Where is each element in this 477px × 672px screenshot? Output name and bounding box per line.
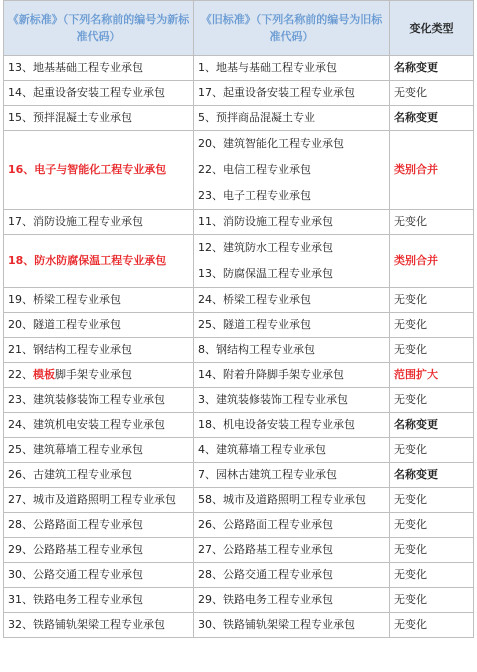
change-type-cell: 名称变更: [390, 56, 474, 81]
old-standard-cell: 4、建筑幕墙工程专业承包: [194, 438, 390, 463]
new-standard-prefix: 22、: [8, 368, 33, 381]
table-row: [4, 81, 474, 106]
new-standard-cell: 30、公路交通工程专业承包: [4, 563, 194, 588]
old-standard-item: 23、电子工程专业承包: [198, 189, 311, 202]
table-row: [4, 210, 474, 235]
table-row: [4, 463, 474, 488]
new-standard-cell: 25、建筑幕墙工程专业承包: [4, 438, 194, 463]
old-standard-cell: 30、铁路铺轨架梁工程专业承包: [194, 613, 390, 638]
old-standard-cell: 7、园林古建筑工程专业承包: [194, 463, 390, 488]
new-standard-cell: 19、桥梁工程专业承包: [4, 288, 194, 313]
new-standard-cell: 23、建筑装修装饰工程专业承包: [4, 388, 194, 413]
change-type-cell: 无变化: [390, 288, 474, 313]
old-standard-cell: 3、建筑装修装饰工程专业承包: [194, 388, 390, 413]
table-row: [4, 363, 474, 388]
change-type-cell: 无变化: [390, 513, 474, 538]
table-row: [4, 388, 474, 413]
new-standard-cell: 32、铁路铺轨架梁工程专业承包: [4, 613, 194, 638]
header-old-standard: 《旧标准》（下列名称前的编号为旧标准代码）: [194, 1, 390, 56]
table-row: [4, 235, 474, 288]
change-type-cell: 无变化: [390, 613, 474, 638]
new-standard-cell: 21、钢结构工程专业承包: [4, 338, 194, 363]
new-standard-cell: 16、电子与智能化工程专业承包: [4, 131, 194, 210]
change-type-cell: 无变化: [390, 388, 474, 413]
new-standard-cell: 15、预拌混凝土专业承包: [4, 106, 194, 131]
table-row: [4, 563, 474, 588]
header-change-type: 变化类型: [390, 1, 474, 56]
table-header-row: [4, 1, 474, 56]
table-row: [4, 338, 474, 363]
table-row: [4, 313, 474, 338]
old-standard-cell: 25、隧道工程专业承包: [194, 313, 390, 338]
table-row: [4, 288, 474, 313]
new-standard-cell: 31、铁路电务工程专业承包: [4, 588, 194, 613]
change-type-cell: 名称变更: [390, 463, 474, 488]
old-standard-cell: 5、预拌商品混凝土专业: [194, 106, 390, 131]
change-type-cell: 无变化: [390, 488, 474, 513]
change-type-cell: 类别合并: [390, 235, 474, 288]
old-standard-cell: 27、公路路基工程专业承包: [194, 538, 390, 563]
table-row: [4, 106, 474, 131]
change-type-cell: 范围扩大: [390, 363, 474, 388]
old-standard-cell: 26、公路路面工程专业承包: [194, 513, 390, 538]
new-standard-highlight: 模板: [33, 368, 55, 381]
old-standard-cell: 24、桥梁工程专业承包: [194, 288, 390, 313]
new-standard-suffix: 脚手架专业承包: [55, 368, 132, 381]
old-standard-cell: [194, 235, 390, 288]
old-standard-cell: 18、机电设备安装工程专业承包: [194, 413, 390, 438]
old-standard-cell: 58、城市及道路照明工程专业承包: [194, 488, 390, 513]
old-standard-cell: 14、附着升降脚手架专业承包: [194, 363, 390, 388]
old-standard-cell: [194, 131, 390, 210]
header-new-standard: 《新标准》（下列名称前的编号为新标准代码）: [4, 1, 194, 56]
old-standard-cell: 8、钢结构工程专业承包: [194, 338, 390, 363]
new-standard-cell: 26、古建筑工程专业承包: [4, 463, 194, 488]
table-row: [4, 131, 474, 210]
new-standard-cell: 14、起重设备安装工程专业承包: [4, 81, 194, 106]
table-row: [4, 538, 474, 563]
old-standard-cell: 28、公路交通工程专业承包: [194, 563, 390, 588]
change-type-cell: 名称变更: [390, 413, 474, 438]
table-row: [4, 438, 474, 463]
old-standard-cell: 17、起重设备安装工程专业承包: [194, 81, 390, 106]
old-standard-item: 13、防腐保温工程专业承包: [198, 267, 333, 280]
old-standard-item: 12、建筑防水工程专业承包: [198, 241, 333, 254]
change-type-cell: 类别合并: [390, 131, 474, 210]
table-row: [4, 513, 474, 538]
table-row: [4, 56, 474, 81]
change-type-cell: 无变化: [390, 563, 474, 588]
change-type-cell: 无变化: [390, 210, 474, 235]
new-standard-cell: 28、公路路面工程专业承包: [4, 513, 194, 538]
new-standard-cell: 13、地基基础工程专业承包: [4, 56, 194, 81]
new-standard-cell: 27、城市及道路照明工程专业承包: [4, 488, 194, 513]
change-type-cell: 无变化: [390, 338, 474, 363]
new-standard-cell: 18、防水防腐保温工程专业承包: [4, 235, 194, 288]
change-type-cell: 名称变更: [390, 106, 474, 131]
new-standard-cell: [4, 363, 194, 388]
old-standard-item: 20、建筑智能化工程专业承包: [198, 137, 344, 150]
standards-comparison-table: [3, 0, 474, 638]
table-row: [4, 613, 474, 638]
table-row: [4, 588, 474, 613]
change-type-cell: 无变化: [390, 81, 474, 106]
new-standard-cell: 24、建筑机电安装工程专业承包: [4, 413, 194, 438]
new-standard-cell: 20、隧道工程专业承包: [4, 313, 194, 338]
old-standard-item: 22、电信工程专业承包: [198, 163, 311, 176]
change-type-cell: 无变化: [390, 438, 474, 463]
old-standard-cell: 1、地基与基础工程专业承包: [194, 56, 390, 81]
new-standard-cell: 29、公路路基工程专业承包: [4, 538, 194, 563]
old-standard-cell: 29、铁路电务工程专业承包: [194, 588, 390, 613]
table-row: [4, 413, 474, 438]
old-standard-cell: 11、消防设施工程专业承包: [194, 210, 390, 235]
table-body: [4, 56, 474, 638]
change-type-cell: 无变化: [390, 588, 474, 613]
table-row: [4, 488, 474, 513]
new-standard-cell: 17、消防设施工程专业承包: [4, 210, 194, 235]
change-type-cell: 无变化: [390, 538, 474, 563]
change-type-cell: 无变化: [390, 313, 474, 338]
